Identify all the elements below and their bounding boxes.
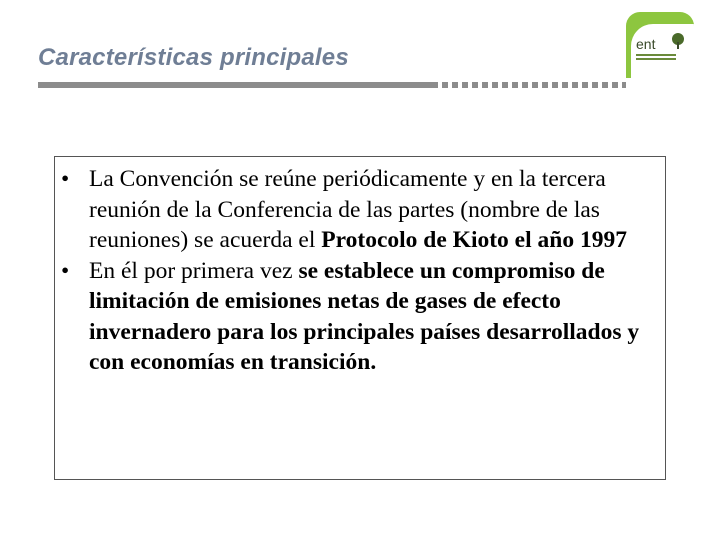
bullet-text-bold: se establece un compromiso de limitación de emisiones netas de gases de efecto invernadero para los principales países desarrollados y con economías en transición.: [89, 257, 640, 375]
bullet-text-bold: Protocolo de Kioto el año 1997: [321, 227, 627, 253]
bullet-text: En él por primera vez: [89, 257, 299, 284]
logo-tagline-lines: [636, 54, 676, 56]
bullet-text: La Convención se reúne periódicamente y en la tercera reunión de la Conferencia de las partes (nombre de las reuniones) se acuerda el: [89, 166, 606, 253]
content-box: [54, 156, 666, 480]
title-underline-rule: [38, 82, 438, 88]
slide-title: Características principales: [38, 44, 349, 71]
ent-logo: [626, 12, 694, 78]
title-dotted-rule: [442, 82, 626, 88]
bullet-item: [55, 164, 667, 256]
logo-text: ent: [636, 36, 656, 52]
bullet-list: [55, 164, 667, 378]
bullet-item: [55, 256, 667, 378]
tree-icon: [668, 32, 688, 50]
bullet-marker: •: [61, 257, 70, 284]
bullet-marker: •: [61, 166, 70, 192]
